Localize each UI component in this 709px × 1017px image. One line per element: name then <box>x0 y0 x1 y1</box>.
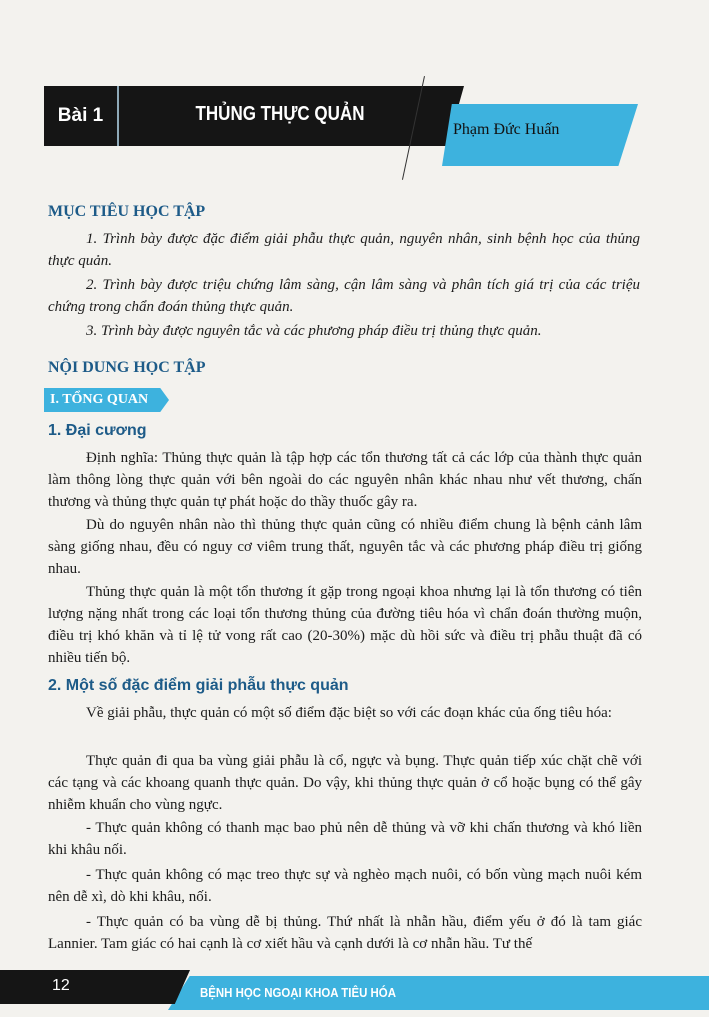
footer-book-title: BỆNH HỌC NGOẠI KHOA TIÊU HÓA <box>200 985 396 1000</box>
objectives-heading: MỤC TIÊU HỌC TẬP <box>48 203 206 220</box>
paragraph-common-points: Dù do nguyên nhân nào thì thủng thực quản cũng có nhiều điểm chung là bệnh cảnh lâm sàng giống nhau, đều có nguy cơ viêm trung thất, nguyên tắc và các phương pháp điều trị giống nhau. <box>48 517 642 577</box>
header-separator <box>117 86 119 146</box>
paragraph-definition: Định nghĩa: Thủng thực quản là tập hợp các tổn thương tất cả các lớp của thành thực quản làm thông lòng thực quản với bên ngoài do các nguyên nhân khác nhau như vết thương, chấn thương và thủng thực quản tự phát hoặc do thầy thuốc gây ra. <box>48 450 642 510</box>
subsection-1-title: 1. Đại cương <box>48 422 147 439</box>
paragraph-weak-zones: - Thực quản có ba vùng dễ bị thủng. Thứ nhất là nhẫn hầu, điểm yếu ở đó là tam giác Lannier. Tam giác có hai cạnh là cơ xiết hầu và cạnh dưới là cơ nhẫn hầu. Tư thế <box>48 914 642 952</box>
section-label: I. TỔNG QUAN <box>50 392 149 407</box>
lesson-number: Bài 1 <box>57 105 104 126</box>
paragraph-anatomy-intro: Về giải phẫu, thực quản có một số điểm đặc biệt so với các đoạn khác của ống tiêu hóa: <box>86 705 612 721</box>
objective-item-3: 3. Trình bày được nguyên tắc và các phương pháp điều trị thủng thực quản. <box>86 323 542 339</box>
author-name: Phạm Đức Huấn <box>453 121 560 138</box>
paragraph-no-serosa: - Thực quản không có thanh mạc bao phủ nên dễ thủng và vỡ khi chấn thương và khó liền khi khâu nối. <box>48 820 642 858</box>
paragraph-anatomy-regions: Thực quản đi qua ba vùng giải phẫu là cổ, ngực và bụng. Thực quản tiếp xúc chặt chẽ với các tạng và các khoang quanh thực quản. Do vậy, khi thủng thực quản ở cổ hoặc bụng có thể gây nhiễm khuẩn cho vùng ngực. <box>48 753 642 813</box>
paragraph-no-mesentery: - Thực quản không có mạc treo thực sự và nghèo mạch nuôi, có bốn vùng mạch nuôi kém nên dễ xì, dò khi khâu, nối. <box>48 867 642 905</box>
objective-item-1: 1. Trình bày được đặc điểm giải phẫu thực quản, nguyên nhân, sinh bệnh học của thủng thực quản. <box>48 231 640 269</box>
objective-item-2: 2. Trình bày được triệu chứng lâm sàng, cận lâm sàng và phân tích giá trị của các triệu chứng trong chẩn đoán thủng thực quản. <box>48 277 640 315</box>
paragraph-prognosis: Thủng thực quản là một tổn thương ít gặp trong ngoại khoa nhưng lại là tổn thương có tiên lượng nặng nhất trong các loại tổn thương thủng của đường tiêu hóa vì chẩn đoán thường muộn, điều trị khó khăn và tỉ lệ tử vong rất cao (20-30%) mặc dù hồi sức và điều trị phẫu thuật đã có nhiều tiến bộ. <box>48 584 642 666</box>
subsection-2-title: 2. Một số đặc điểm giải phẫu thực quản <box>48 677 349 694</box>
footer-black-band <box>0 970 190 1004</box>
content-heading: NỘI DUNG HỌC TẬP <box>48 359 206 376</box>
page-number: 12 <box>52 977 70 994</box>
lesson-number-box <box>44 86 117 146</box>
lesson-title: THỦNG THỰC QUẢN <box>195 103 365 125</box>
